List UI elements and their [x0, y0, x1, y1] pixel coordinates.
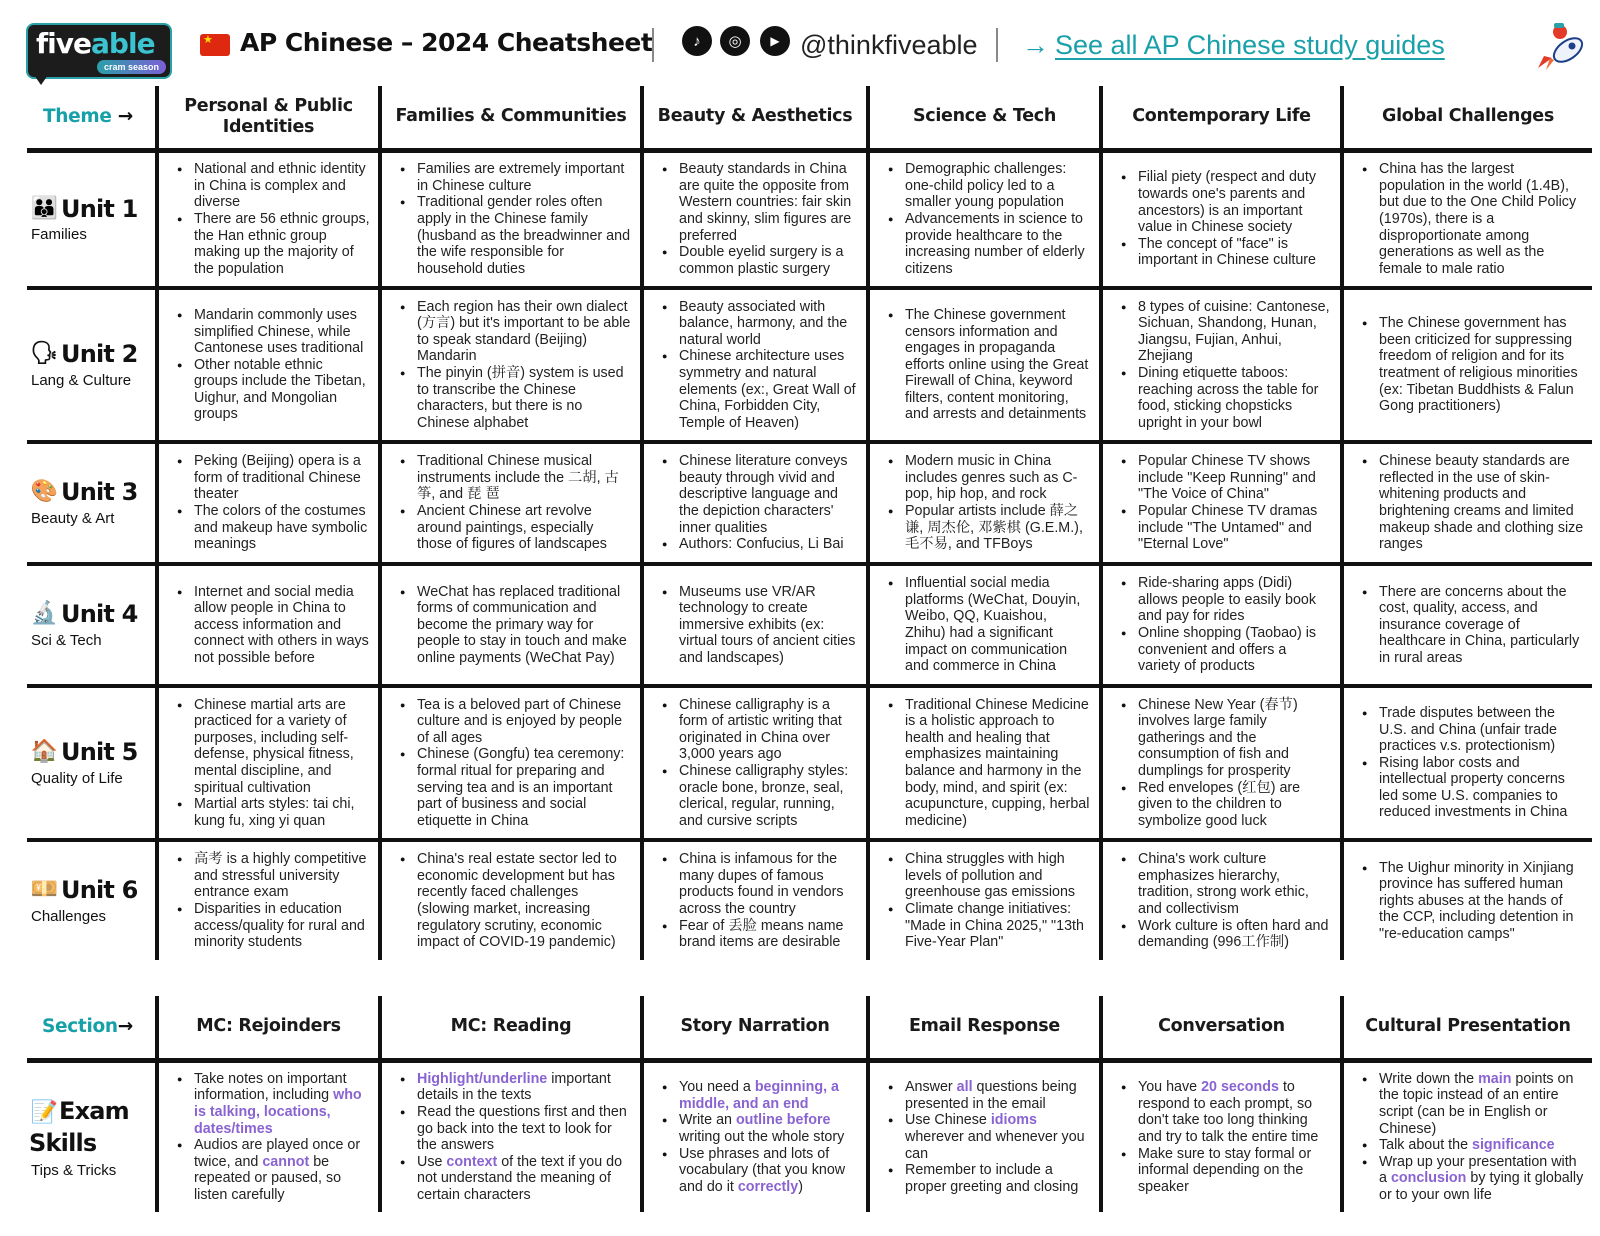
bullet-item: ● Take notes on important information, including who is talking, locations, dates/times — [175, 1071, 370, 1137]
bullet-item: ● Influential social media platforms (WeChat, Douyin, Weibo, QQ, Kuaishou, Zhihu) had a significant impact on communication and commerce in China — [886, 575, 1091, 675]
bullet-item: ● 8 types of cuisine: Cantonese, Sichuan, Shandong, Hunan, Jiangsu, Fujian, Anhui, Zhejiang — [1119, 299, 1332, 365]
unit-theme-cell — [1342, 840, 1592, 960]
exam-tip-cell — [380, 1060, 642, 1212]
bullet-item: ● Chinese architecture uses symmetry and natural elements (ex:, Great Wall of China, Forbidden City, Temple of Heaven) — [660, 348, 858, 431]
bullet-list — [660, 453, 858, 553]
bullet-list — [660, 299, 858, 432]
bullet-list — [398, 299, 632, 432]
unit-theme-cell — [1342, 564, 1592, 686]
bullet-item: ● Filial piety (respect and duty towards one's parents and ancestors) is an important value in Chinese society — [1119, 169, 1332, 235]
bullet-list — [1360, 161, 1584, 277]
bullet-item: ● Use context of the text if you do not understand the meaning of certain characters — [398, 1154, 632, 1204]
bullet-item: ● Chinese beauty standards are reflected in the use of skin-whitening products and brightening creams and limited makeup shade and clothing size ranges — [1360, 453, 1584, 553]
unit-label — [27, 150, 157, 288]
bullet-list — [660, 1079, 858, 1195]
unit-theme-cell — [642, 442, 868, 564]
bullet-item: ● The concept of "face" is important in Chinese culture — [1119, 236, 1332, 269]
bullet-item: ● Beauty standards in China are quite the opposite from Western countries: fair skin and skinny, slim figures are preferred — [660, 161, 858, 244]
unit-theme-cell — [380, 564, 642, 686]
bullet-list — [1360, 453, 1584, 553]
unit-label — [27, 442, 157, 564]
bullet-item: ● Tea is a beloved part of Chinese culture and is enjoyed by people of all ages — [398, 697, 632, 747]
exam-tip-cell — [642, 1060, 868, 1212]
section-header: MC: Rejoinders — [157, 996, 380, 1060]
exam-tip-cell — [1342, 1060, 1592, 1212]
unit-theme-cell — [642, 150, 868, 288]
unit-theme-cell — [642, 564, 868, 686]
arrow-right-icon: → — [117, 106, 133, 128]
unit-theme-cell — [1342, 150, 1592, 288]
highlight-text: beginning, a middle, and an end — [679, 1079, 840, 1112]
bullet-list — [660, 697, 858, 830]
highlight-text: significance — [1472, 1137, 1555, 1154]
unit-theme-cell — [1342, 288, 1592, 442]
highlight-text: outline before — [735, 1112, 831, 1129]
bullet-item: ● Highlight/underline important details in the texts — [398, 1071, 632, 1104]
bullet-item: ● Use Chinese idioms wherever and whenever you can — [886, 1112, 1091, 1162]
bullet-list — [1360, 1071, 1584, 1204]
bullet-list — [886, 1079, 1091, 1195]
exam-tip-cell — [157, 1060, 380, 1212]
unit-row — [27, 288, 1592, 442]
unit-theme-cell — [868, 288, 1101, 442]
bullet-list — [886, 697, 1091, 830]
bullet-list — [660, 851, 858, 951]
bullet-item: ● Answer all questions being presented in the email — [886, 1079, 1091, 1112]
social-handle: @thinkfiveable — [800, 30, 978, 60]
bullet-list — [398, 584, 632, 667]
exam-skills-row — [27, 1060, 1592, 1212]
tiktok-icon[interactable]: ♪ — [682, 26, 712, 56]
bullet-list — [886, 161, 1091, 277]
bullet-list — [398, 1071, 632, 1204]
bullet-item: ● Families are extremely important in Chinese culture — [398, 161, 632, 194]
theme-header: Beauty & Aesthetics — [642, 86, 868, 150]
bullet-list — [175, 584, 370, 667]
bullet-item: ● The Chinese government has been criticized for suppressing freedom of religion and for its treatment of religious minorities (ex: Tibetan Buddhists & Falun Gong practitioners) — [1360, 315, 1584, 415]
bullet-item: ● Popular artists include 薛之谦, 周杰伦, 邓紫棋 (G.E.M.), 毛不易, and TFBoys — [886, 503, 1091, 553]
bullet-item: ● You have 20 seconds to respond to each prompt, so don't take too long thinking and try to talk the entire time — [1119, 1079, 1332, 1145]
bullet-item: ● 高考 is a highly competitive and stressful university entrance exam — [175, 851, 370, 901]
china-flag-icon — [200, 34, 230, 56]
bullet-item: ● You need a beginning, a middle, and an end — [660, 1079, 858, 1112]
bullet-list — [886, 575, 1091, 675]
unit-theme-cell — [868, 564, 1101, 686]
unit-theme-cell — [868, 686, 1101, 840]
bullet-item: ● Other notable ethnic groups include the Tibetan, Uighur, and Mongolian groups — [175, 357, 370, 423]
bullet-item: ● Read the questions first and then go back into the text to look for the answers — [398, 1104, 632, 1154]
bullet-list — [886, 453, 1091, 553]
unit-theme-cell — [380, 686, 642, 840]
unit-theme-cell — [642, 288, 868, 442]
section-header: Cultural Presentation — [1342, 996, 1592, 1060]
youtube-icon[interactable]: ▶ — [760, 26, 790, 56]
bullet-list — [398, 161, 632, 277]
unit-title: Unit 6 — [61, 876, 138, 905]
unit-label — [27, 686, 157, 840]
theme-header: Families & Communities — [380, 86, 642, 150]
memo-icon: 📝 — [30, 1099, 58, 1125]
unit-subtitle: Families — [31, 225, 87, 243]
rocket-mascot-icon — [1530, 20, 1590, 70]
logo-speech-tail — [34, 75, 48, 85]
bullet-item: ● Popular Chinese TV dramas include "The Untamed" and "Eternal Love" — [1119, 503, 1332, 553]
bullet-item: ● Rising labor costs and intellectual property concerns led some U.S. companies to reduced investments in China — [1360, 755, 1584, 821]
unit-subtitle: Beauty & Art — [31, 509, 115, 527]
page-header — [0, 0, 1600, 88]
study-guides-link[interactable]: → See all AP Chinese study guides — [1022, 30, 1445, 60]
unit-theme-cell — [380, 150, 642, 288]
unit-label — [27, 564, 157, 686]
bullet-item: ● There are 56 ethnic groups, the Han ethnic group making up the majority of the population — [175, 211, 370, 277]
fiveable-logo[interactable] — [26, 23, 172, 79]
unit-theme-cell — [1101, 840, 1342, 960]
logo-wordmark: fiveable — [36, 27, 155, 60]
bullet-list — [175, 453, 370, 553]
unit-theme-cell — [380, 840, 642, 960]
bullet-item: ● Traditional gender roles often apply in the Chinese family (husband as the breadwinner and the wife responsible for household duties — [398, 194, 632, 277]
bullet-list — [175, 161, 370, 277]
bullet-item: ● Chinese literature conveys beauty through vivid and descriptive language and the depiction characters' inner qualities — [660, 453, 858, 536]
bullet-item: ● There are concerns about the cost, quality, access, and insurance coverage of healthcare in China, particularly in rural areas — [1360, 584, 1584, 667]
bullet-item: ● National and ethnic identity in China is complex and diverse — [175, 161, 370, 211]
bullet-item: ● Climate change initiatives: "Made in China 2025," "13th Five-Year Plan" — [886, 901, 1091, 951]
highlight-text: 20 seconds — [1201, 1079, 1279, 1096]
bullet-item: ● Chinese calligraphy is a form of artistic writing that originated in China over 3,000 years ago — [660, 697, 858, 763]
bullet-list — [1119, 697, 1332, 830]
unit-subtitle: Sci & Tech — [31, 631, 102, 649]
unit-theme-cell — [868, 442, 1101, 564]
unit-theme-cell — [868, 840, 1101, 960]
bullet-item: ● Internet and social media allow people in China to access information and connect with others in ways not possible before — [175, 584, 370, 667]
bullet-item: ● Ride-sharing apps (Didi) allows people to easily book and pay for rides — [1119, 575, 1332, 625]
bullet-item: ● Chinese New Year (春节) involves large family gatherings and the consumption of fish and dumplings for prosperity — [1119, 697, 1332, 780]
exam-skills-label: 📝Exam Skills Tips & Tricks — [29, 1096, 129, 1179]
section-header: Email Response — [868, 996, 1101, 1060]
bullet-item: ● The pinyin (拼音) system is used to transcribe the Chinese characters, but there is no Chinese alphabet — [398, 365, 632, 431]
bullet-item: ● China has the largest population in the world (1.4B), but due to the One Child Policy (1970s), there is a disproportionate among generations as well as the female to male ratio — [1360, 161, 1584, 277]
bullet-item: ● Chinese (Gongfu) tea ceremony: formal ritual for preparing and serving tea and is an important part of business and social etiquette in China — [398, 746, 632, 829]
instagram-icon[interactable]: ◎ — [720, 26, 750, 56]
bullet-list — [1360, 315, 1584, 415]
bullet-list — [175, 307, 370, 423]
bullet-list — [1119, 575, 1332, 675]
bullet-item: ● Work culture is often hard and demanding (996工作制) — [1119, 918, 1332, 951]
bullet-list — [398, 697, 632, 830]
unit-theme-cell — [157, 564, 380, 686]
bullet-item: ● Ancient Chinese art revolve around paintings, especially those of figures of landscapes — [398, 503, 632, 553]
unit-theme-cell — [157, 686, 380, 840]
unit-row — [27, 564, 1592, 686]
bullet-item: ● Use phrases and lots of vocabulary (that you know and do it correctly) — [660, 1146, 858, 1196]
unit-theme-cell — [1342, 442, 1592, 564]
bullet-list — [175, 697, 370, 830]
section-header: Story Narration — [642, 996, 868, 1060]
theme-header: Personal & Public Identities — [157, 86, 380, 150]
highlight-text: conclusion — [1390, 1170, 1467, 1187]
bullet-list — [398, 453, 632, 553]
bullet-list — [660, 161, 858, 277]
bullet-item: ● Online shopping (Taobao) is convenient and offers a variety of products — [1119, 625, 1332, 675]
bullet-item: ● Martial arts styles: tai chi, kung fu, xing yi quan — [175, 796, 370, 829]
bullet-item: ● Dining etiquette taboos: reaching across the table for food, sticking chopsticks upright in your bowl — [1119, 365, 1332, 431]
section-row-label: Section→ — [41, 1016, 133, 1038]
bullet-list — [1119, 851, 1332, 951]
section-header: MC: Reading — [380, 996, 642, 1060]
unit-theme-cell — [642, 686, 868, 840]
unit-title: Unit 4 — [61, 600, 138, 629]
bullet-item: ● China's real estate sector led to economic development but has recently faced challenges (slowing market, increasing regulatory scrutiny, economic impact of COVID-19 pandemic) — [398, 851, 632, 951]
bullet-item: ● China struggles with high levels of pollution and greenhouse gas emissions — [886, 851, 1091, 901]
bullet-item: ● Make sure to stay formal or informal depending on the speaker — [1119, 1146, 1332, 1196]
divider — [652, 28, 654, 62]
bullet-list — [1119, 299, 1332, 432]
unit-subtitle: Quality of Life — [31, 769, 123, 787]
theme-header-row — [27, 86, 1592, 150]
bullet-item: ● Chinese calligraphy styles: oracle bone, bronze, seal, clerical, regular, running, and cursive scripts — [660, 763, 858, 829]
bullet-item: ● Peking (Beijing) opera is a form of traditional Chinese theater — [175, 453, 370, 503]
bullet-item: ● China is infamous for the many dupes of famous products found in vendors across the country — [660, 851, 858, 917]
unit-theme-cell — [380, 442, 642, 564]
bullet-item: ● Traditional Chinese Medicine is a holistic approach to health and healing that emphasizes maintaining balance and harmony in the body, mind, and spirit (ex: acupuncture, cupping, herbal medicine) — [886, 697, 1091, 830]
bullet-item: ● Fear of 丢脸 means name brand items are desirable — [660, 918, 858, 951]
bullet-item: ● WeChat has replaced traditional forms of communication and become the primary way for people to stay in touch and make online payments (WeChat Pay) — [398, 584, 632, 667]
bullet-item: ● Chinese martial arts are practiced for a variety of purposes, including self-defense, physical fitness, mental discipline, and spiritual cultivation — [175, 697, 370, 797]
bullet-item: ● Popular Chinese TV shows include "Keep Running" and "The Voice of China" — [1119, 453, 1332, 503]
bullet-item: ● Advancements in science to provide healthcare to the increasing number of elderly citizens — [886, 211, 1091, 277]
theme-header: Science & Tech — [868, 86, 1101, 150]
bullet-item: ● Audios are played once or twice, and cannot be repeated or paused, so listen carefully — [175, 1137, 370, 1203]
unit-theme-cell — [157, 150, 380, 288]
unit-theme-cell — [157, 840, 380, 960]
unit-theme-cell — [1101, 686, 1342, 840]
unit-theme-cell — [157, 288, 380, 442]
bullet-list — [1360, 860, 1584, 943]
bullet-item: ● The Uighur minority in Xinjiang province has suffered human rights abuses at the hands of the CCP, including detention in "re-education camps" — [1360, 860, 1584, 943]
bullet-item: ● Modern music in China includes genres such as C-pop, hip hop, and rock — [886, 453, 1091, 503]
palette-icon: 🎨 — [30, 479, 58, 505]
section-header-row — [27, 996, 1592, 1060]
bullet-item: ● Trade disputes between the U.S. and China (unfair trade practices v.s. protectionism) — [1360, 705, 1584, 755]
bullet-item: ● Write an outline before writing out the whole story — [660, 1112, 858, 1145]
speaking-head-icon: 🗣 — [30, 341, 58, 367]
bullet-item: ● Authors: Confucius, Li Bai — [660, 536, 858, 553]
arrow-right-icon: → — [117, 1016, 133, 1038]
divider — [996, 28, 998, 62]
bullet-item: ● Wrap up your presentation with a conclusion by tying it globally or to your own life — [1360, 1154, 1584, 1204]
unit-subtitle: Challenges — [31, 907, 107, 925]
bullet-item: ● Beauty associated with balance, harmony, and the natural world — [660, 299, 858, 349]
bullet-item: ● Museums use VR/AR technology to create immersive exhibits (ex: virtual tours of ancient cities and landscapes) — [660, 584, 858, 667]
theme-header: Contemporary Life — [1101, 86, 1342, 150]
bullet-list — [175, 1071, 370, 1204]
exam-tip-cell — [868, 1060, 1101, 1212]
highlight-text: context — [446, 1153, 498, 1170]
unit-theme-cell — [380, 288, 642, 442]
bullet-list — [660, 584, 858, 667]
bullet-item: ● The colors of the costumes and makeup have symbolic meanings — [175, 503, 370, 553]
bullet-list — [886, 851, 1091, 951]
theme-row-label: Theme → — [42, 106, 133, 128]
unit-row — [27, 686, 1592, 840]
bullet-item: ● Each region has their own dialect (方言) but it's important to be able to speak standard (Beijing) Mandarin — [398, 299, 632, 365]
money-icon: 💴 — [30, 877, 58, 903]
bullet-item: ● Disparities in education access/quality for rural and minority students — [175, 901, 370, 951]
bullet-list — [1360, 584, 1584, 667]
unit-title: Unit 3 — [61, 478, 138, 507]
unit-label — [27, 288, 157, 442]
bullet-list — [175, 851, 370, 951]
unit-theme-cell — [1101, 150, 1342, 288]
highlight-text: Highlight/underline — [417, 1070, 548, 1087]
highlight-text: all — [956, 1079, 973, 1096]
unit-theme-cell — [1101, 442, 1342, 564]
page-title: AP Chinese – 2024 Cheatsheet — [240, 28, 653, 57]
bullet-list — [398, 851, 632, 951]
cram-season-badge: cram season — [97, 60, 166, 74]
unit-theme-cell — [1101, 288, 1342, 442]
arrow-right-icon: → — [1022, 30, 1049, 60]
exam-tip-cell — [1101, 1060, 1342, 1212]
bullet-item: ● Write down the main points on the topic instead of an entire script (can be in English or Chinese) — [1360, 1071, 1584, 1137]
bullet-item: ● Demographic challenges: one-child policy led to a smaller young population — [886, 161, 1091, 211]
unit-row — [27, 150, 1592, 288]
unit-theme-cell — [157, 442, 380, 564]
unit-row — [27, 840, 1592, 960]
highlight-text: idioms — [990, 1112, 1037, 1129]
unit-title: Unit 2 — [61, 340, 138, 369]
microscope-icon: 🔬 — [30, 601, 58, 627]
highlight-text: correctly — [737, 1178, 799, 1195]
highlight-text: cannot — [262, 1153, 310, 1170]
unit-title: Unit 5 — [61, 738, 138, 767]
theme-header: Global Challenges — [1342, 86, 1592, 150]
themes-table — [27, 86, 1592, 960]
unit-theme-cell — [1342, 686, 1592, 840]
bullet-list — [886, 307, 1091, 423]
bullet-item: ● Double eyelid surgery is a common plastic surgery — [660, 244, 858, 277]
bullet-item: ● Talk about the significance — [1360, 1137, 1584, 1154]
bullet-list — [1119, 453, 1332, 553]
unit-theme-cell — [868, 150, 1101, 288]
highlight-text: main — [1478, 1070, 1512, 1087]
bullet-item: ● China's work culture emphasizes hierarchy, tradition, strong work ethic, and collectivism — [1119, 851, 1332, 917]
section-header: Conversation — [1101, 996, 1342, 1060]
unit-subtitle: Lang & Culture — [31, 371, 132, 389]
bullet-list — [1119, 1079, 1332, 1195]
unit-theme-cell — [1101, 564, 1342, 686]
bullet-item: ● Traditional Chinese musical instruments include the 二胡, 古筝, and 琵 琶 — [398, 453, 632, 503]
bullet-list — [1119, 169, 1332, 269]
bullet-item: ● Red envelopes (红包) are given to the children to symbolize good luck — [1119, 780, 1332, 830]
unit-theme-cell — [642, 840, 868, 960]
family-icon: 👪 — [30, 195, 58, 221]
unit-label — [27, 840, 157, 960]
highlight-text: who is talking, locations, dates/times — [194, 1087, 362, 1137]
exam-skills-table — [27, 996, 1592, 1212]
unit-row — [27, 442, 1592, 564]
bullet-list — [1360, 705, 1584, 821]
bullet-item: ● Remember to include a proper greeting and closing — [886, 1162, 1091, 1195]
bullet-item: ● Mandarin commonly uses simplified Chinese, while Cantonese uses traditional — [175, 307, 370, 357]
unit-title: Unit 1 — [61, 194, 138, 223]
bullet-item: ● The Chinese government censors information and engages in propaganda efforts online using the Great Firewall of China, keyword filters, content monitoring, and arrests and detainments — [886, 307, 1091, 423]
house-icon: 🏠 — [30, 739, 58, 765]
